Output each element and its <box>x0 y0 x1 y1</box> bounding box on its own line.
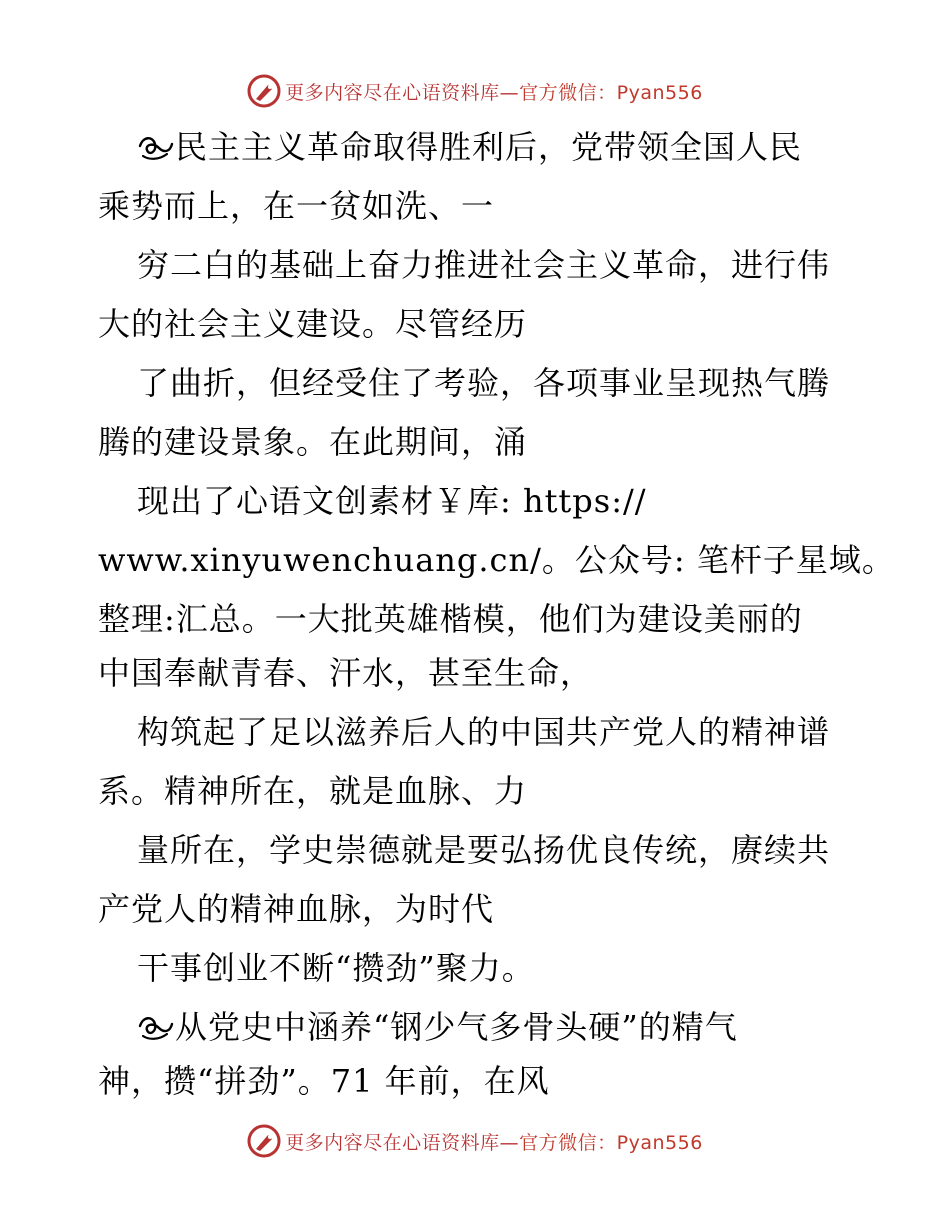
footer-banner <box>0 1121 950 1161</box>
text-line: 量所在，学史崇德就是要弘扬优良传统，赓续共 <box>137 831 831 869</box>
banner-text-main: 更多内容尽在心语资料库— <box>285 1131 520 1154</box>
banner-text-accent: 官方微信：Pyan556 <box>519 1131 703 1154</box>
text-line: 整理:汇总。一大批英雄楷模，他们为建设美丽的 <box>98 600 803 638</box>
text-line: 中国奉献青春、汗水，甚至生命， <box>98 654 594 692</box>
text-line: 现出了心语文创素材￥库: https:// <box>137 482 647 520</box>
flourish-bullet-icon <box>137 132 175 162</box>
pen-nib-logo-icon <box>247 1124 281 1158</box>
banner-text-main: 更多内容尽在心语资料库— <box>285 81 520 104</box>
text-line: 腾的建设景象。在此期间，涌 <box>98 423 528 461</box>
text-line: 从党史中涵养“钢少气多骨头硬”的精气 <box>137 1003 738 1051</box>
text-line: 产党人的精神血脉，为时代 <box>98 890 495 928</box>
text-line: 乘势而上，在一贫如洗、一 <box>98 187 495 225</box>
text-line: 神，攒“拼劲”。71 年前，在风 <box>98 1062 550 1100</box>
text-line: 了曲折，但经受住了考验，各项事业呈现热气腾 <box>137 364 831 402</box>
text-line: www.xinyuwenchuang.cn/。公众号: 笔杆子星域。 <box>98 541 895 579</box>
text-line: 民主主义革命取得胜利后，党带领全国人民 <box>137 123 802 171</box>
text-line: 干事创业不断“攒劲”聚力。 <box>137 949 535 987</box>
text-line: 系。精神所在，就是血脉、力 <box>98 772 528 810</box>
banner-text-accent: 官方微信：Pyan556 <box>519 81 703 104</box>
text-line: 大的社会主义建设。尽管经历 <box>98 305 528 343</box>
text-line: 穷二白的基础上奋力推进社会主义革命，进行伟 <box>137 246 831 284</box>
text-line: 构筑起了足以滋养后人的中国共产党人的精神谱 <box>137 713 831 751</box>
banner-text <box>285 1128 703 1155</box>
flourish-bullet-icon <box>137 1012 175 1042</box>
